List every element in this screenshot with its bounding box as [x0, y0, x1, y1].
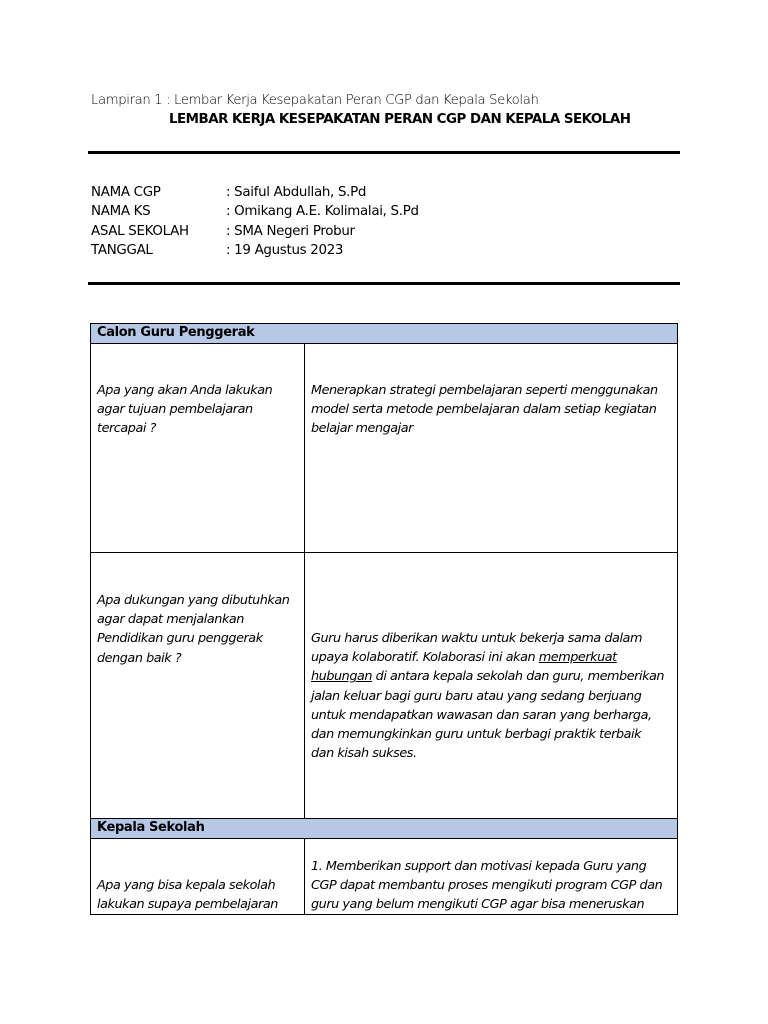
question-cell	[90, 552, 305, 819]
document-title: LEMBAR KERJA KESEPAKATAN PERAN CGP DAN KEPALA SEKOLAH	[169, 112, 631, 127]
answer-cell	[304, 343, 678, 553]
answer-cell	[304, 838, 678, 915]
answer-text: 1. Memberikan support dan motivasi kepada Guru yang CGP dapat membantu proses mengikuti program CGP dan guru yang belum mengikuti CGP agar bisa meneruskan	[311, 859, 663, 913]
info-value: : SMA Negeri Probur	[226, 223, 355, 239]
question-cell	[90, 838, 305, 915]
info-value: : 19 Agustus 2023	[226, 242, 344, 258]
divider-bottom	[88, 282, 680, 285]
info-value: : Omikang A.E. Kolimalai, S.Pd	[226, 204, 419, 220]
hyperlink-text[interactable]: hubungan	[311, 669, 373, 685]
answer-text: Guru harus diberikan waktu untuk bekerja sama dalam upaya kolaboratif. Kolaborasi ini akan memperkuat hubungan di antara kepala sekolah dan guru, memberikan jalan keluar bagi guru baru atau yang sedang berjuang untuk mendapatkan wawasan dan saran yang berharga, dan memungkinkan guru untuk berbagi praktik terbaik dan kisah sukses.	[311, 631, 665, 762]
hyperlink-text[interactable]: memperkuat	[538, 650, 617, 666]
divider-top	[88, 151, 680, 154]
question-text: Apa yang akan Anda lakukan agar tujuan pembelajaran tercapai ?	[97, 383, 273, 437]
section-header-ks	[90, 818, 678, 839]
info-value: : Saiful Abdullah, S.Pd	[226, 185, 367, 200]
section-header-label: Kepala Sekolah	[97, 820, 205, 835]
question-text: Apa dukungan yang dibutuhkan agar dapat menjalankan Pendidikan guru penggerak dengan baik ?	[97, 593, 290, 666]
info-label: TANGGAL	[91, 242, 153, 258]
info-label: NAMA KS	[91, 204, 151, 220]
agreement-table	[90, 323, 678, 915]
answer-text: Menerapkan strategi pembelajaran seperti menggunakan model serta metode pembelajaran dalam setiap kegiatan belajar mengajar	[311, 383, 658, 437]
question-cell	[90, 343, 305, 553]
section-header-cgp	[90, 323, 678, 344]
section-header-label: Calon Guru Penggerak	[97, 325, 255, 340]
answer-cell	[304, 552, 678, 819]
question-text: Apa yang bisa kepala sekolah lakukan supaya pembelajaran	[97, 878, 278, 913]
attachment-caption: Lampiran 1 : Lembar Kerja Kesepakatan Peran CGP dan Kepala Sekolah	[91, 93, 539, 108]
info-label: ASAL SEKOLAH	[91, 223, 189, 239]
info-label: NAMA CGP	[91, 185, 161, 200]
